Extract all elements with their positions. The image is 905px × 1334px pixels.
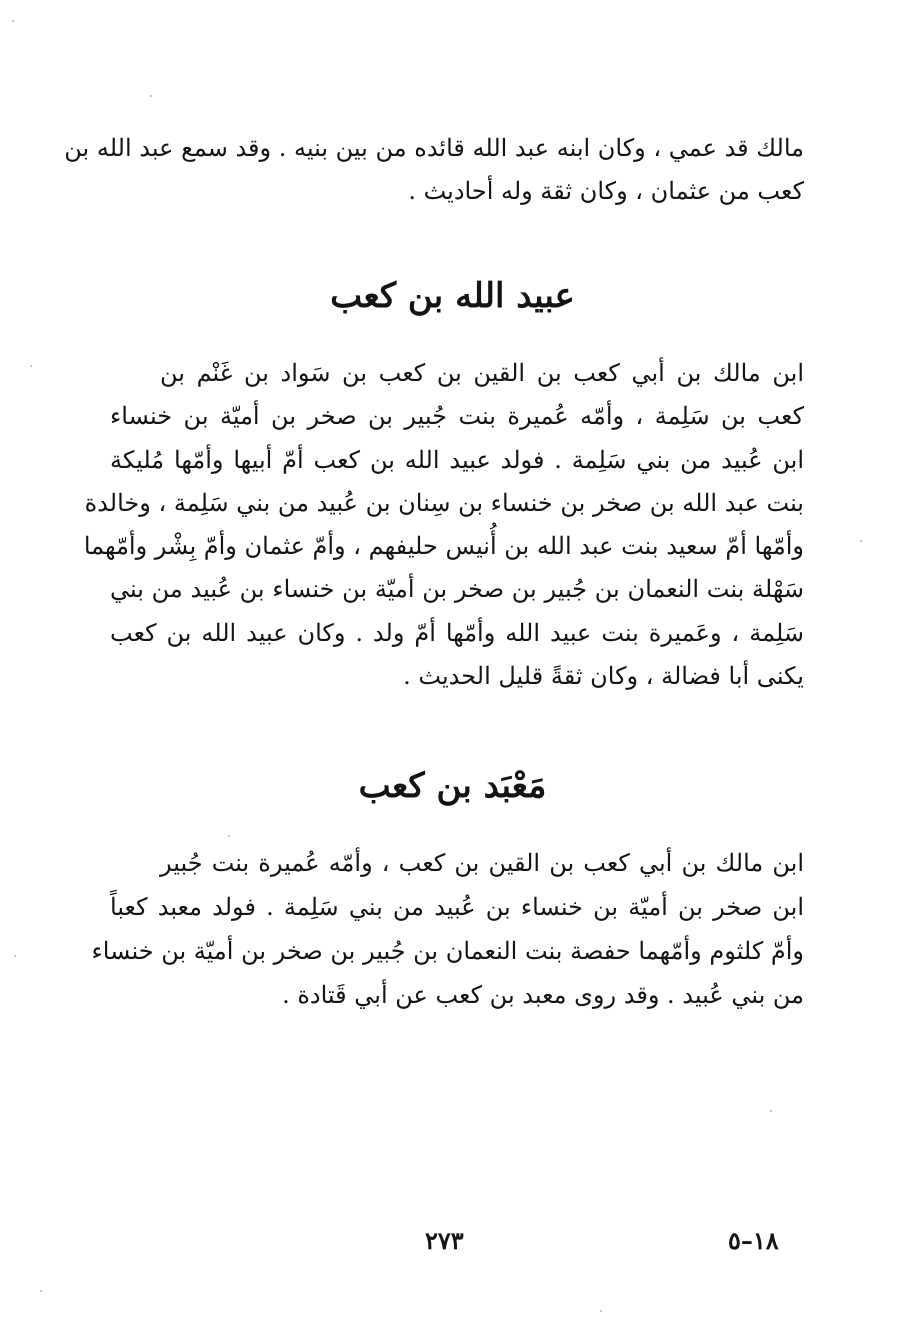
section-heading: عبيد الله بن كعب xyxy=(330,276,575,316)
text-line: وأمّ كلثوم وأمّهما حفصة بنت النعمان بن جُبير بن صخر بن أميّة بن خنساء xyxy=(91,937,804,965)
text-line: ابن صخر بن أميّة بن خنساء بن عُبيد من بني سَلِمة . فولد معبد كعباً xyxy=(110,893,804,921)
printer-signature: ١٨–٥ xyxy=(728,1226,779,1255)
text-line: سَلِمة ، وعَميرة بنت عبيد الله وأمّها أمّ ولد . وكان عبيد الله بن كعب xyxy=(110,619,805,647)
text-line: من بني عُبيد . وقد روى معبد بن كعب عن أبي قَتادة . xyxy=(282,981,804,1009)
paper-speck xyxy=(40,1290,42,1292)
text-line: يكنى أبا فضالة ، وكان ثقةً قليل الحديث . xyxy=(403,662,804,690)
text-line: بنت عبد الله بن صخر بن خنساء بن سِنان بن عُبيد من بني سَلِمة ، وخالدة xyxy=(84,489,804,517)
text-line: ابن مالك بن أبي كعب بن القين بن كعب بن سَواد بن غَنْم بن xyxy=(160,359,804,387)
paper-speck xyxy=(150,95,152,97)
paper-speck xyxy=(770,1110,772,1112)
text-line: سَهْلة بنت النعمان بن جُبير بن صخر بن أميّة بن خنساء بن عُبيد من بني xyxy=(110,575,804,603)
text-line: مالك قد عمي ، وكان ابنه عبد الله قائده من بين بنيه . وقد سمع عبد الله بن xyxy=(64,134,804,162)
paper-speck xyxy=(12,20,14,22)
paper-speck xyxy=(600,1310,602,1312)
paper-speck xyxy=(228,835,230,837)
section-heading: مَعْبَد بن كعب xyxy=(358,766,547,806)
text-line: ابن عُبيد من بني سَلِمة . فولد عبيد الله بن كعب أمّ أبيها وأمّها مُليكة xyxy=(110,446,804,474)
page-number: ٢٧٣ xyxy=(425,1226,464,1255)
text-line: كعب من عثمان ، وكان ثقة وله أحاديث . xyxy=(408,177,804,205)
text-line: ابن مالك بن أبي كعب بن القين بن كعب ، وأمّه عُميرة بنت جُبير xyxy=(160,849,804,877)
paper-speck xyxy=(860,540,862,542)
text-line: كعب بن سَلِمة ، وأمّه عُميرة بنت جُبير بن صخر بن أميّة بن خنساء xyxy=(110,402,804,430)
paper-speck xyxy=(14,955,16,957)
text-line: وأمّها أمّ سعيد بنت عبد الله بن أُنيس حليفهم ، وأمّ عثمان وأمّ بِشْر وأمّهما xyxy=(83,532,804,560)
paper-speck xyxy=(30,365,32,367)
